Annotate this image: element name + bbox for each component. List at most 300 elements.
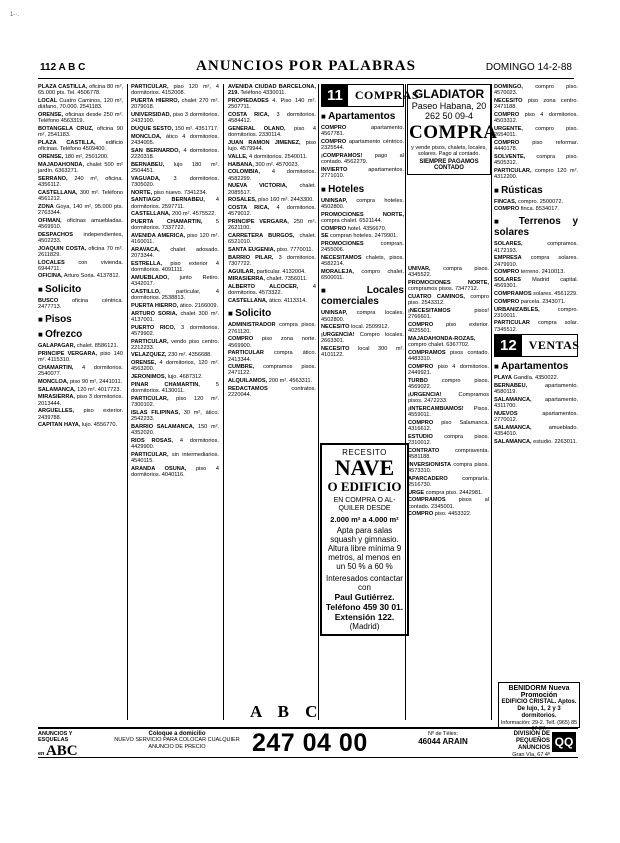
ad-lead: AVENIDA AMERICA,	[131, 232, 186, 239]
ad-text: 4 dormitorios, 120 m². 4563200.	[131, 360, 219, 373]
nave-top: RECESITO	[342, 448, 387, 457]
ad-lead: COMPRO	[494, 298, 520, 305]
classified-ad	[228, 378, 316, 384]
ad-lead: URGENTE,	[494, 125, 523, 132]
ad-lead: SOLARES,	[494, 241, 523, 248]
ad-text: compraría. 2516730.	[408, 475, 489, 489]
classified-ad	[494, 199, 578, 205]
ad-text: piso exterior 4 dormitorios. 4091111.	[131, 260, 219, 274]
ad-lead: ISLAS FILIPINAS,	[131, 409, 180, 416]
ad-text: chalet. 6521010.	[228, 232, 316, 246]
classified-ad	[494, 98, 578, 111]
ad-text: apartamento. 4567781.	[321, 125, 404, 138]
ad-text: independientes, 4502233.	[38, 231, 123, 244]
ad-text: vendo piso centro. 2212233.	[131, 338, 219, 351]
ad-text: 4 dormitorios. 4579012.	[228, 204, 316, 218]
classified-ad	[131, 352, 219, 358]
ad-text: chalet. 8586121.	[76, 343, 119, 350]
footer-division	[490, 731, 550, 758]
section-heading: ■ Apartamentos	[321, 111, 404, 122]
classified-ad	[38, 379, 123, 385]
ad-lead: COMPRO	[408, 321, 434, 328]
classified-ad	[494, 84, 578, 97]
page-title: ANUNCIOS POR PALABRAS	[196, 58, 416, 74]
ad-lead: CUMBRE,	[228, 364, 255, 371]
classified-ad	[408, 308, 489, 321]
ad-text: compra solares. 2479910.	[494, 255, 578, 268]
ad-text: compro. 2310011.	[494, 306, 578, 319]
classified-ad	[321, 269, 404, 282]
ad-lead: DOMINGO,	[494, 84, 523, 90]
classified-ad	[408, 350, 489, 363]
ad-lead: URBANIZABLES,	[494, 306, 540, 313]
ad-lead: VALLE,	[228, 153, 248, 160]
ad-lead: JERONIMOS,	[131, 374, 167, 381]
ad-text: 5 dormitorios. 7337722.	[131, 218, 219, 232]
classified-ad	[131, 134, 219, 147]
classified-ad	[494, 299, 578, 305]
classified-ad	[38, 98, 123, 111]
ad-lead: HABANA,	[228, 161, 254, 168]
classified-ad	[228, 336, 316, 349]
ad-text: piso zona centro. 2471188.	[494, 97, 578, 111]
classified-ad	[494, 425, 578, 438]
classified-ad	[494, 241, 578, 254]
ad-lead: PARTICULAR	[228, 350, 264, 357]
classified-ad	[321, 139, 404, 152]
nave-line2: Apta para salas squash y gimnasio. Altura libre mínima 9 metros, al menos en un 50 % a 60 %	[327, 526, 402, 571]
ad-lead: BARRIO SALAMANCA,	[131, 423, 195, 430]
ad-text: 150 m². 4351717.	[174, 125, 219, 132]
footer-service-title: Coloque a domicilio	[148, 731, 206, 737]
classified-ad	[321, 310, 404, 323]
column-6	[494, 84, 578, 679]
ad-text: estudio. 2263011.	[533, 439, 578, 446]
ad-lead: ARAVACA,	[131, 246, 160, 253]
ad-lead: ESTRELLA,	[131, 260, 163, 267]
classified-ad	[408, 462, 489, 475]
ad-lead: AMUEBLADO,	[131, 274, 169, 281]
ad-lead: COMPRAMOS	[494, 291, 532, 298]
ad-text: piso 3 dormitorios. 2013444.	[38, 394, 123, 407]
section-heading: ■ Pisos	[38, 314, 123, 325]
gladiator-phone: 262 50 09-4	[424, 111, 474, 121]
ad-lead: MONCLOA,	[38, 379, 69, 386]
ad-lead: CASTELLANA,	[228, 297, 268, 304]
ad-text: ático. 2166009.	[179, 302, 219, 309]
ad-text: oficina céntrica. 2477713.	[38, 297, 123, 311]
classified-ad	[38, 176, 123, 189]
ad-lead: PARTICULAR,	[131, 338, 169, 345]
ad-text: compra locales. 4502800.	[321, 310, 404, 323]
classified-ad	[38, 260, 123, 273]
footer-abc-logo: ABC	[45, 743, 78, 759]
ad-lead: ¡URGENCIA!	[321, 332, 355, 339]
ad-text: piso zona norte. 4569900.	[228, 336, 316, 349]
category-number: 11	[322, 85, 348, 106]
classified-ad	[131, 126, 219, 132]
ad-lead: ARGUELLES,	[38, 408, 75, 415]
ad-text: piso 4 dormitorios. 4503312.	[494, 111, 579, 125]
ad-text: 300 m². Teléfono 4561212.	[38, 189, 123, 202]
ad-text: piso 90 m², 2441011.	[70, 379, 123, 386]
category-box	[321, 84, 420, 107]
ad-lead: COMPRO	[321, 125, 347, 131]
classified-ad	[38, 112, 123, 125]
ad-text: 4 dormitorios. 4582299.	[228, 169, 316, 182]
ad-lead: UNINSAP,	[321, 310, 348, 317]
section-heading: ■ Solicito	[228, 308, 316, 319]
ad-lead: PLAZA CASTILLA,	[38, 139, 96, 146]
ad-lead: GENERAL OLANO,	[228, 125, 286, 132]
classified-ad	[228, 284, 316, 297]
ad-text: 4 dormitorios. 2597711.	[131, 197, 219, 210]
ad-lead: DESPACHOS	[38, 231, 74, 238]
ad-text: Cuatro Caminos, 120 m², diáfano, 70.000. 2541183.	[38, 97, 123, 111]
ad-lead: SALAMANCA,	[494, 397, 532, 404]
page-header	[38, 56, 574, 79]
ad-text: pisos contado. 4483310.	[408, 349, 489, 363]
ad-lead: ¡COMPRAMOS!	[321, 152, 363, 159]
ad-lead: ¡INTERCAMBIAMOS!	[408, 405, 464, 412]
ad-text: piso 4 dormitorios. 4040116.	[131, 465, 219, 479]
footer-box-title: ANUNCIOS Y ESQUELAS	[38, 731, 73, 743]
ad-text: compramos pisos. 7347712.	[408, 286, 479, 293]
classified-ad	[228, 205, 316, 218]
ad-text: 200 m². 4563311.	[268, 378, 313, 385]
classified-ad	[131, 233, 219, 246]
ad-lead: AVENIDA CIUDAD BARCELONA, 219.	[228, 84, 316, 97]
classified-ad	[408, 392, 489, 405]
ad-lead: MIRASIERRA,	[228, 276, 265, 283]
ad-lead: UNIVAR,	[408, 266, 431, 272]
classified-ad	[38, 422, 123, 428]
classified-ad	[228, 84, 316, 97]
section-heading: ■ Locales comerciales	[321, 285, 404, 307]
classified-ad	[228, 98, 316, 111]
classified-ad	[131, 438, 219, 451]
ad-lead: BERNABEU,	[131, 161, 165, 168]
ad-lead: COMPRO	[321, 138, 347, 145]
ad-text: 3 dormitorios. 7307722.	[228, 254, 316, 267]
classified-ad	[494, 126, 578, 139]
classified-ad	[494, 154, 578, 167]
ad-text: contratos. 2220044.	[228, 385, 316, 399]
ad-lead: FINCAS,	[494, 198, 517, 205]
classified-ad	[321, 233, 404, 239]
ad-lead: SALAMANCA,	[494, 439, 532, 446]
ad-text: piso. 7770011.	[276, 246, 314, 253]
classified-ad	[321, 212, 404, 225]
ad-text: compra ático. 2413344.	[228, 350, 316, 363]
ad-text: pago al contado. 4562279.	[321, 152, 404, 166]
classified-ad	[131, 303, 219, 309]
ad-lead: SOLARES	[494, 277, 522, 284]
ad-lead: PUERTA HIERRO,	[131, 97, 180, 104]
classified-ad	[38, 190, 123, 203]
ad-text: edificio oficinas. Teléfono 4509400.	[38, 139, 123, 153]
footer-telex	[393, 731, 493, 746]
ad-text: compro chalet. 6500011.	[321, 268, 404, 282]
ad-text: compro chalet. 6367702.	[408, 342, 470, 349]
ad-lead: COMPRO	[494, 111, 520, 118]
classified-ad	[131, 452, 219, 465]
ad-lead: ¡NECESITAMOS	[408, 307, 451, 314]
ad-lead: COMPRO	[408, 363, 434, 370]
footer-telex-number: 46044 ARAIN	[418, 737, 468, 746]
classified-ad	[494, 206, 578, 212]
ad-lead: PINAR CHAMARTIN,	[131, 381, 200, 388]
classified-ad	[228, 140, 316, 153]
ad-text: Goya, 140 m², 95.000 pts. 2763344.	[38, 203, 123, 216]
ad-text: apartamentos. 2771010.	[321, 166, 404, 180]
ad-text: hotel. 4356670.	[347, 225, 387, 232]
classified-ad	[321, 332, 404, 345]
classified-ad	[321, 226, 404, 232]
classified-ad	[38, 365, 123, 378]
ad-lead: ARTURO SORIA,	[131, 310, 178, 317]
ad-text: piso 4 dormitorios. 2330114.	[228, 125, 316, 139]
ad-text: 30 m², ático. 2542233.	[131, 409, 219, 423]
ad-lead: ARANDA OSUNA,	[131, 465, 187, 472]
ad-text: Compro locales. 2663301.	[321, 332, 404, 345]
ad-text: chalet 300 m². 4137001.	[131, 310, 219, 323]
classified-ad	[321, 255, 404, 268]
ad-text: piso 4 dormitorios. 2449921.	[408, 363, 490, 377]
ad-text: solares. 4561229.	[533, 291, 578, 298]
classified-ad	[408, 336, 489, 349]
section-heading: ■ Solicito	[38, 284, 123, 295]
ad-lead: LOCALES	[38, 259, 65, 266]
ad-text: 200 m². 4575522.	[172, 211, 216, 218]
classified-ad	[494, 397, 578, 410]
gladiator-tagline: SIEMPRE PAGAMOS CONTADO	[419, 159, 479, 172]
ad-text: lujo 180 m². 2504451.	[131, 161, 219, 174]
ad-text: compro. 2500072.	[517, 198, 564, 205]
section-heading: ■ Apartamentos	[494, 361, 578, 372]
classified-ad	[131, 148, 219, 161]
ad-lead: UNINSAP,	[321, 197, 348, 204]
ad-lead: PARTICULAR,	[131, 84, 169, 90]
classified-ad	[38, 394, 123, 407]
ad-text: compraventa. 4581188.	[408, 447, 489, 461]
ad-lead: CASTELLANA,	[131, 211, 171, 218]
ad-text: lujo. 4687312.	[167, 374, 203, 381]
classified-ad	[38, 218, 123, 231]
ad-text: piso nuevo. 7341234.	[153, 189, 208, 196]
gladiator-body: y vende pisos, chalets, locales, solares. Pago al contado.	[411, 145, 487, 158]
ad-text: Gandía. 4350022.	[513, 375, 559, 382]
ad-text: sin intermediarios. 4540115.	[131, 451, 219, 465]
ad-text: piso 160 m². 2443300.	[258, 197, 314, 204]
ad-text: 4 dormitorios. 2220318.	[131, 147, 219, 160]
classified-ad	[38, 126, 123, 139]
classified-ad	[131, 424, 219, 437]
gladiator-ad	[407, 84, 498, 175]
ad-text: Compramos pisos. 2472233.	[408, 391, 489, 405]
ad-text: 250 m². 2621100.	[228, 218, 317, 232]
ad-text: oficinas amuebladas. 4569910.	[38, 217, 123, 230]
benidorm-ad	[498, 682, 580, 733]
ad-lead: URGE	[408, 489, 425, 496]
ad-lead: PROMOCIONES NORTE,	[321, 211, 404, 218]
ad-text: amueblado. 4354010.	[494, 425, 578, 438]
classified-ad	[408, 511, 489, 517]
ad-lead: PARTICULAR,	[494, 167, 532, 174]
ad-lead: NECESITO	[321, 324, 350, 331]
classified-ad	[38, 162, 123, 175]
classified-ad	[408, 266, 489, 279]
ad-lead: COMPRAMOS	[408, 349, 446, 356]
ad-text: compramos pisos. 2471122.	[228, 364, 316, 377]
ad-lead: PARTICULAR	[494, 320, 530, 327]
ad-text: junto Retiro. 4342017.	[131, 274, 219, 288]
ad-lead: GALAPAGAR,	[38, 343, 76, 350]
ad-text: apartamento céntrico. 2325544.	[321, 138, 404, 152]
benidorm-line2: Información: 29-2. Telf. (965) 85 07 27.	[500, 720, 578, 733]
ad-text: local 300 m². 4101122.	[321, 346, 404, 359]
ad-text: Pisos. 4559011.	[408, 405, 489, 419]
classified-ad	[38, 387, 123, 393]
classified-ad	[408, 378, 489, 391]
classified-ad	[131, 289, 219, 302]
classified-ad	[494, 439, 578, 445]
ad-lead: JOAQUIN COSTA,	[38, 245, 87, 252]
footer-service	[108, 731, 246, 750]
ad-lead: COMPRO	[494, 206, 520, 213]
page-date: DOMINGO 14-2-88	[485, 62, 572, 73]
ad-text: oficina 80 m², 65.000 pts. Tel. 4506778.	[38, 84, 123, 97]
ad-lead: ORENSE,	[38, 111, 64, 118]
classified-ad	[38, 232, 123, 245]
ad-lead: AGUILAR,	[228, 268, 256, 275]
classified-ad	[131, 325, 219, 338]
classified-ad	[408, 420, 489, 433]
ad-text: piso lujo. 4579944.	[228, 139, 317, 153]
footer-division-address: Gran Vía, 67 4º	[512, 752, 550, 758]
ad-lead: ADMINISTRADOR	[228, 322, 276, 329]
ad-lead: CASTILLO,	[131, 288, 161, 295]
classified-ad	[38, 204, 123, 217]
ad-lead: ESTUDIO	[408, 433, 433, 440]
ad-text: piso reformar. 4440178.	[494, 139, 578, 153]
classified-ad	[494, 168, 578, 181]
ad-lead: OFICINA,	[38, 273, 63, 280]
ad-text: compro piso. 4570023.	[494, 84, 578, 97]
classified-ad	[131, 311, 219, 324]
ad-text: compra pisos. 2761120.	[228, 322, 316, 335]
ad-lead: ROSALES,	[228, 197, 257, 204]
ad-lead: MORALEJA,	[321, 268, 354, 275]
ad-lead: OFIMAN,	[38, 217, 62, 224]
classified-ad	[408, 364, 489, 377]
ad-lead: PARTICULAR,	[131, 451, 169, 458]
classified-ad	[408, 322, 489, 335]
classified-ad	[408, 294, 489, 307]
ad-lead: PUERTA HIERRO,	[131, 302, 179, 309]
ad-lead: COLOMBIA,	[228, 169, 261, 176]
ad-text: parcela. 2343071.	[520, 298, 566, 305]
ad-lead: CARRETERA BURGOS,	[228, 232, 295, 239]
ad-lead: COMPRO	[408, 511, 434, 518]
ad-text: apartamentos. 2770012.	[494, 411, 578, 424]
classified-ad	[131, 247, 219, 260]
ad-text: Teléfono 4330011.	[240, 90, 286, 97]
ad-lead: NUEVA VICTORIA,	[228, 183, 288, 190]
classified-ad	[228, 112, 316, 125]
ad-lead: CUATRO CAMINOS,	[408, 293, 465, 300]
nave-subtitle: O EDIFICIO	[327, 479, 402, 494]
ad-text: 4 dormitorios. 2540077.	[38, 365, 123, 378]
classified-ad	[131, 466, 219, 479]
ad-lead: COMPRO	[321, 225, 347, 232]
section-heading: ■ Hoteles	[321, 184, 404, 195]
ad-text: piso 3 dormitorios. 2432100.	[131, 111, 220, 125]
ad-lead: NECESITO	[494, 97, 523, 104]
classified-ad	[408, 490, 489, 496]
classified-ad	[228, 269, 316, 275]
classified-ad	[131, 219, 219, 232]
ad-text: 3 dormitorios. 7305020.	[131, 175, 219, 188]
classified-ad	[131, 176, 219, 189]
classified-ad	[38, 246, 123, 259]
footer-division-name: DIVISION DE PEQUEÑOS ANUNCIOS	[513, 731, 550, 751]
ad-lead: PARTICULAR,	[131, 395, 169, 402]
ad-lead: DUQUE SESTO,	[131, 125, 174, 132]
classified-ad	[494, 277, 578, 290]
ad-text: 4 dormitorios. 4429900.	[131, 437, 219, 451]
ad-lead: MIRASIERRA,	[38, 394, 75, 401]
ad-lead: CAPITAN HAYA,	[38, 422, 81, 429]
ad-text: compra solar. 7345512.	[494, 320, 578, 333]
classified-ad	[494, 291, 578, 297]
classified-ad	[131, 190, 219, 196]
ad-text: chalet. 2085517.	[228, 183, 316, 196]
ad-lead: SE	[321, 233, 329, 240]
ad-text: compra pisos. 2310012.	[408, 433, 489, 447]
ad-lead: ALBERTO ALCOCER,	[228, 283, 299, 290]
ad-lead: COSTA RICA,	[228, 111, 270, 118]
section-heading: ■ Terrenos y solares	[494, 216, 578, 238]
nave-ad	[320, 443, 409, 636]
nave-title: NAVE	[334, 455, 395, 480]
ad-lead: SALAMANCA,	[38, 386, 76, 393]
classified-ad	[228, 276, 316, 282]
classified-ad	[131, 360, 219, 373]
classified-ad	[38, 298, 123, 311]
ad-text: terreno. 2410013.	[520, 269, 565, 276]
footer-phone[interactable]: 247 04 00	[252, 729, 368, 757]
ad-lead: COMPRO	[494, 139, 520, 146]
ad-text: piso exterior. 4025501.	[408, 321, 489, 335]
ad-text: compramos. 4172193.	[494, 241, 578, 254]
section-heading: ■ Ofrezco	[38, 329, 123, 340]
gladiator-address: Paseo Habana, 20	[411, 101, 487, 111]
classified-ad	[494, 375, 578, 381]
ad-lead: PRINCIPE VERGARA,	[38, 351, 98, 358]
ad-text: 240 m², oficina. 4356112.	[38, 175, 123, 188]
classified-ad	[38, 408, 123, 421]
ad-text: compro pisos. 4569022.	[408, 377, 489, 391]
ad-lead: MONCLOA,	[131, 133, 162, 140]
classified-ad	[131, 211, 219, 217]
classified-ad	[38, 273, 123, 279]
ad-text: 230 m². 4356688.	[168, 352, 212, 359]
ad-text: compra chalet. 6521144.	[321, 217, 383, 224]
classified-ad	[321, 324, 404, 330]
ad-lead: REDACTAMOS	[228, 385, 268, 392]
classified-ad	[131, 374, 219, 380]
